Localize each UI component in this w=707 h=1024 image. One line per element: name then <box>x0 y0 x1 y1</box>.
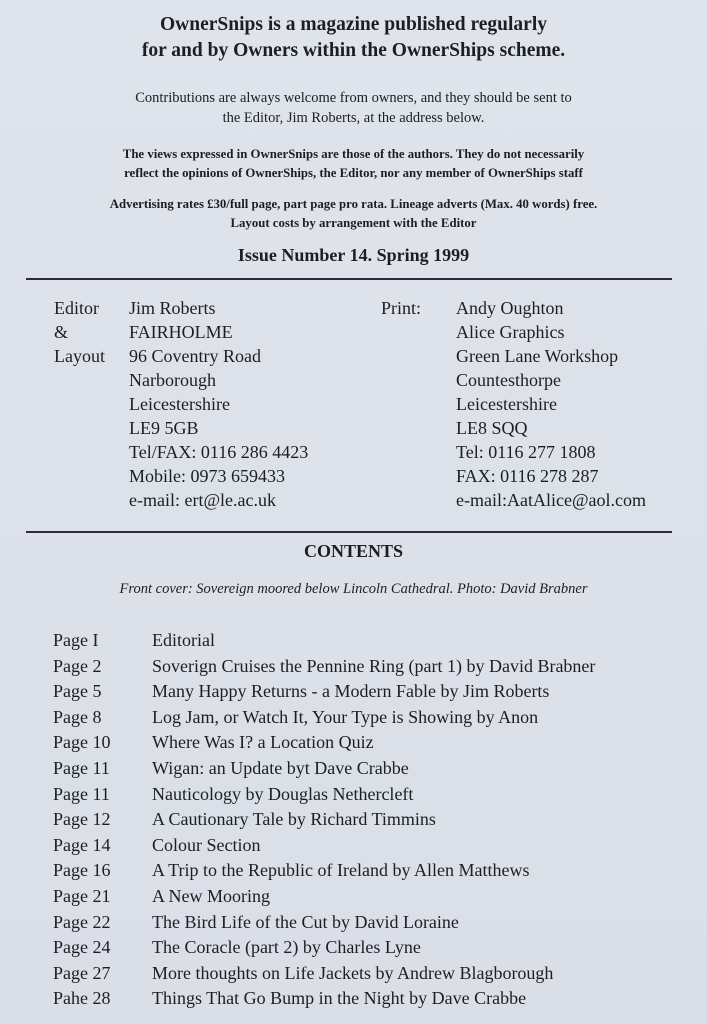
contents-item <box>0 910 707 936</box>
editor-address-line: 96 Coventry Road <box>129 346 261 366</box>
disclaimer <box>0 145 707 183</box>
contents-page-number: Page 11 <box>53 757 110 778</box>
editor-phone: Tel/FAX: 0116 286 4423 <box>129 442 309 462</box>
contents-page-number: Page 24 <box>53 937 111 958</box>
contents-heading: CONTENTS <box>303 541 404 561</box>
printer-postcode: LE8 SQQ <box>456 418 528 438</box>
contents-page-number: Pahe 28 <box>53 988 111 1009</box>
contents-article-title: Colour Section <box>152 834 261 855</box>
contents-item <box>0 935 707 961</box>
issue-number: Issue Number 14. Spring 1999 <box>237 245 470 265</box>
contents-page-number: Page 2 <box>53 655 102 676</box>
disclaimer-line: The views expressed in OwnerSnips are those of the authors. They do not necessarily <box>122 147 585 161</box>
editor-address-line: FAIRHOLME <box>129 322 233 342</box>
contents-item <box>0 884 707 910</box>
editor-mobile: Mobile: 0973 659433 <box>129 466 285 486</box>
contents-page-number: Page 22 <box>53 911 111 932</box>
contents-page-number: Page 5 <box>53 681 102 702</box>
contents-item <box>0 756 707 782</box>
contents-article-title: A New Mooring <box>152 885 270 906</box>
contents-item <box>0 807 707 833</box>
printer-address <box>456 296 646 512</box>
divider <box>26 278 672 280</box>
contents-article-title: The Bird Life of the Cut by David Loraine <box>152 911 459 932</box>
contents-article-title: Soverign Cruises the Pennine Ring (part 1) by David Brabner <box>152 655 596 676</box>
printer-address-line: Green Lane Workshop <box>456 346 619 366</box>
masthead-line: OwnerSnips is a magazine published regularly <box>160 14 547 35</box>
contents-article-title: A Trip to the Republic of Ireland by Allen Matthews <box>152 860 530 881</box>
contents-item <box>0 986 707 1012</box>
print-label-text: Print: <box>381 298 422 318</box>
masthead-line: for and by Owners within the OwnerShips scheme. <box>141 40 566 61</box>
contents-item <box>0 782 707 808</box>
advertising-line: Advertising rates £30/full page, part page pro rata. Lineage adverts (Max. 40 words) free. <box>109 197 598 211</box>
contributions-note <box>0 88 707 128</box>
editor-label <box>54 296 105 368</box>
contents-page-number: Page I <box>53 630 99 650</box>
contents-page-number: Page 14 <box>53 834 111 855</box>
contents-page-number: Page 11 <box>53 783 110 804</box>
divider <box>26 531 672 533</box>
contents-list <box>0 628 707 1012</box>
editor-postcode: LE9 5GB <box>129 418 199 438</box>
printer-phone: Tel: 0116 277 1808 <box>456 442 596 462</box>
printer-company: Alice Graphics <box>456 322 565 342</box>
print-label <box>381 296 421 320</box>
editor-label-line: Editor <box>54 298 99 318</box>
contents-item <box>0 833 707 859</box>
advertising-rates <box>0 195 707 233</box>
contents-article-title: More thoughts on Life Jackets by Andrew Blagborough <box>152 962 554 983</box>
contents-article-title: A Cautionary Tale by Richard Timmins <box>152 809 436 830</box>
contents-page-number: Page 10 <box>53 732 111 753</box>
contents-article-title: Wigan: an Update byt Dave Crabbe <box>152 757 409 778</box>
contents-item <box>0 705 707 731</box>
contents-page-number: Page 12 <box>53 809 111 830</box>
contents-article-title: The Coracle (part 2) by Charles Lyne <box>152 937 421 958</box>
printer-email: e-mail:AatAlice@aol.com <box>456 490 647 510</box>
contents-article-title: Where Was I? a Location Quiz <box>152 732 374 753</box>
contents-item <box>0 679 707 705</box>
contents-article-title: Log Jam, or Watch It, Your Type is Showing by Anon <box>152 706 539 727</box>
contributions-line: Contributions are always welcome from owners, and they should be sent to <box>135 90 572 106</box>
contents-article-title: Editorial <box>152 630 215 650</box>
editor-address-line: Leicestershire <box>129 394 230 414</box>
contributions-line: the Editor, Jim Roberts, at the address below. <box>222 110 485 126</box>
contents-article-title: Many Happy Returns - a Modern Fable by Jim Roberts <box>152 681 550 702</box>
printer-address-line: Countesthorpe <box>456 370 561 390</box>
contents-page-number: Page 8 <box>53 706 102 727</box>
printer-fax: FAX: 0116 278 287 <box>456 466 599 486</box>
editor-address-line: Narborough <box>129 370 216 390</box>
editor-label-line: Layout <box>54 346 105 366</box>
contents-item <box>0 628 707 654</box>
contents-page-number: Page 27 <box>53 962 111 983</box>
editor-name: Jim Roberts <box>129 298 216 318</box>
editor-address <box>129 296 308 512</box>
cover-caption: Front cover: Sovereign moored below Lincoln Cathedral. Photo: David Brabner <box>119 581 588 597</box>
printer-name: Andy Oughton <box>456 298 564 318</box>
contents-article-title: Things That Go Bump in the Night by Dave Crabbe <box>152 988 527 1009</box>
masthead-statement <box>0 12 707 64</box>
disclaimer-line: reflect the opinions of OwnerShips, the Editor, nor any member of OwnerShips staff <box>124 166 583 180</box>
editor-email: e-mail: ert@le.ac.uk <box>129 490 277 510</box>
contents-page-number: Page 16 <box>53 860 111 881</box>
contents-item <box>0 654 707 680</box>
advertising-line: Layout costs by arrangement with the Editor <box>230 216 477 230</box>
contents-item <box>0 730 707 756</box>
contents-item <box>0 858 707 884</box>
contents-item <box>0 961 707 987</box>
editor-label-line: & <box>54 322 69 342</box>
contents-article-title: Nauticology by Douglas Nethercleft <box>152 783 414 804</box>
printer-address-line: Leicestershire <box>456 394 557 414</box>
contents-page-number: Page 21 <box>53 885 111 906</box>
